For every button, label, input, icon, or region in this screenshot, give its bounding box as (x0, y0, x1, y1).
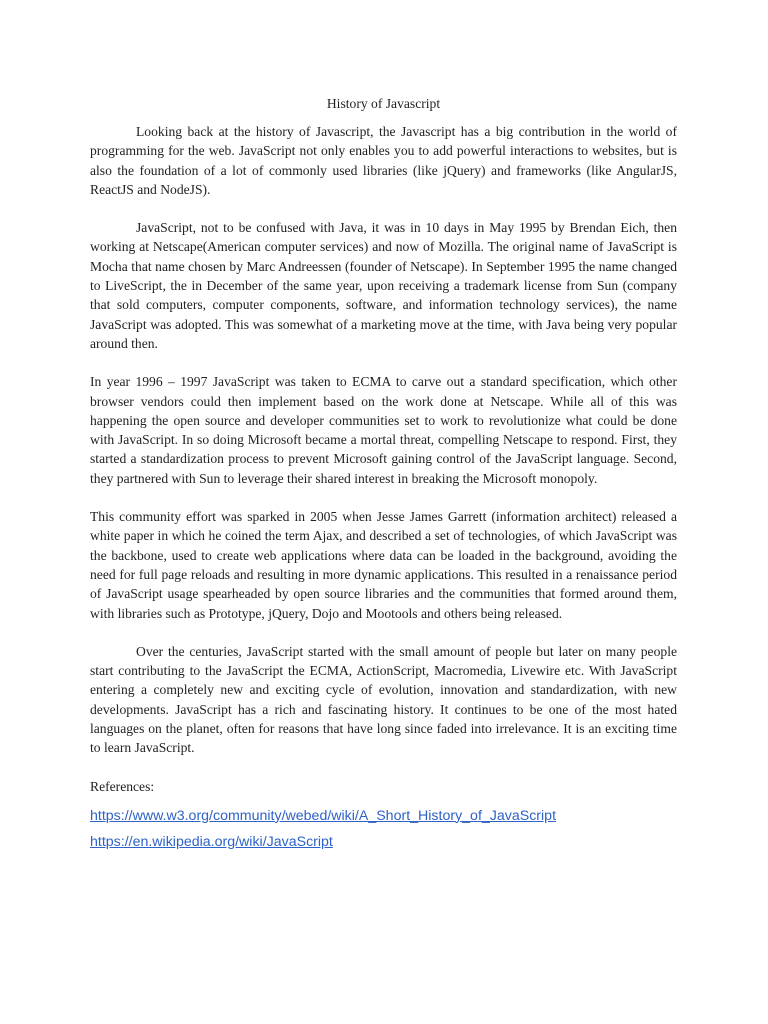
document-page (90, 94, 677, 859)
document-title: History of Javascript (326, 96, 441, 111)
paragraph-standardization: In year 1996 – 1997 JavaScript was taken to ECMA to carve out a standard specification, which other browser vendors could then implement based on the work done at Netscape. While all of this was happening the open source and developer communities set to work to revolutionize what could be done with JavaScript. In so doing Microsoft became a mortal threat, compelling Netscape to respond. First, they started a standardization process to prevent Microsoft gaining control of the JavaScript language. Second, they partnered with Sun to leverage their shared interest in breaking the Microsoft monopoly. (90, 374, 677, 486)
paragraph-origins: JavaScript, not to be confused with Java, it was in 10 days in May 1995 by Brendan Eich, then working at Netscape(American computer services) and now of Mozilla. The original name of JavaScript is Mocha that name chosen by Marc Andreessen (founder of Netscape). In September 1995 the name changed to LiveScript, the in December of the same year, upon receiving a trademark license from Sun (company that sold computers, computer components, software, and information technology services), the name JavaScript was adopted. This was somewhat of a marketing move at the time, with Java being very popular around then. (90, 220, 677, 351)
paragraph-conclusion: Over the centuries, JavaScript started with the small amount of people but later on many people start contributing to the JavaScript the ECMA, ActionScript, Macromedia, Livewire etc. With JavaScript entering a completely new and exciting cycle of evolution, innovation and standardization, with new developments. JavaScript has a rich and fascinating history. It continues to be one of the most hated languages on the planet, often for reasons that have long since faded into irrelevance. It is an exciting time to learn JavaScript. (90, 643, 677, 756)
reference-link-w3[interactable]: https://www.w3.org/community/webed/wiki/A_Short_History_of_JavaScript (90, 807, 557, 824)
paragraph-intro: Looking back at the history of Javascript, the Javascript has a big contribution in the world of programming for the web. JavaScript not only enables you to add powerful interactions to websites, but is also the foundation of a lot of commonly used libraries (like jQuery) and frameworks (like AngularJS, ReactJS and NodeJS). (90, 124, 677, 197)
reference-link-wikipedia[interactable]: https://en.wikipedia.org/wiki/JavaScript (90, 833, 333, 850)
references-heading: References: (90, 778, 155, 794)
paragraph-ajax: This community effort was sparked in 2005 when Jesse James Garrett (information architect) released a white paper in which he coined the term Ajax, and described a set of technologies, of which JavaScript was the backbone, used to create web applications where data can be loaded in the background, avoiding the need for full page reloads and resulting in more dynamic applications. This resulted in a renaissance period of JavaScript usage spearheaded by open source libraries and the communities that formed around them, with libraries such as Prototype, jQuery, Dojo and Mootools and others being released. (90, 509, 677, 621)
